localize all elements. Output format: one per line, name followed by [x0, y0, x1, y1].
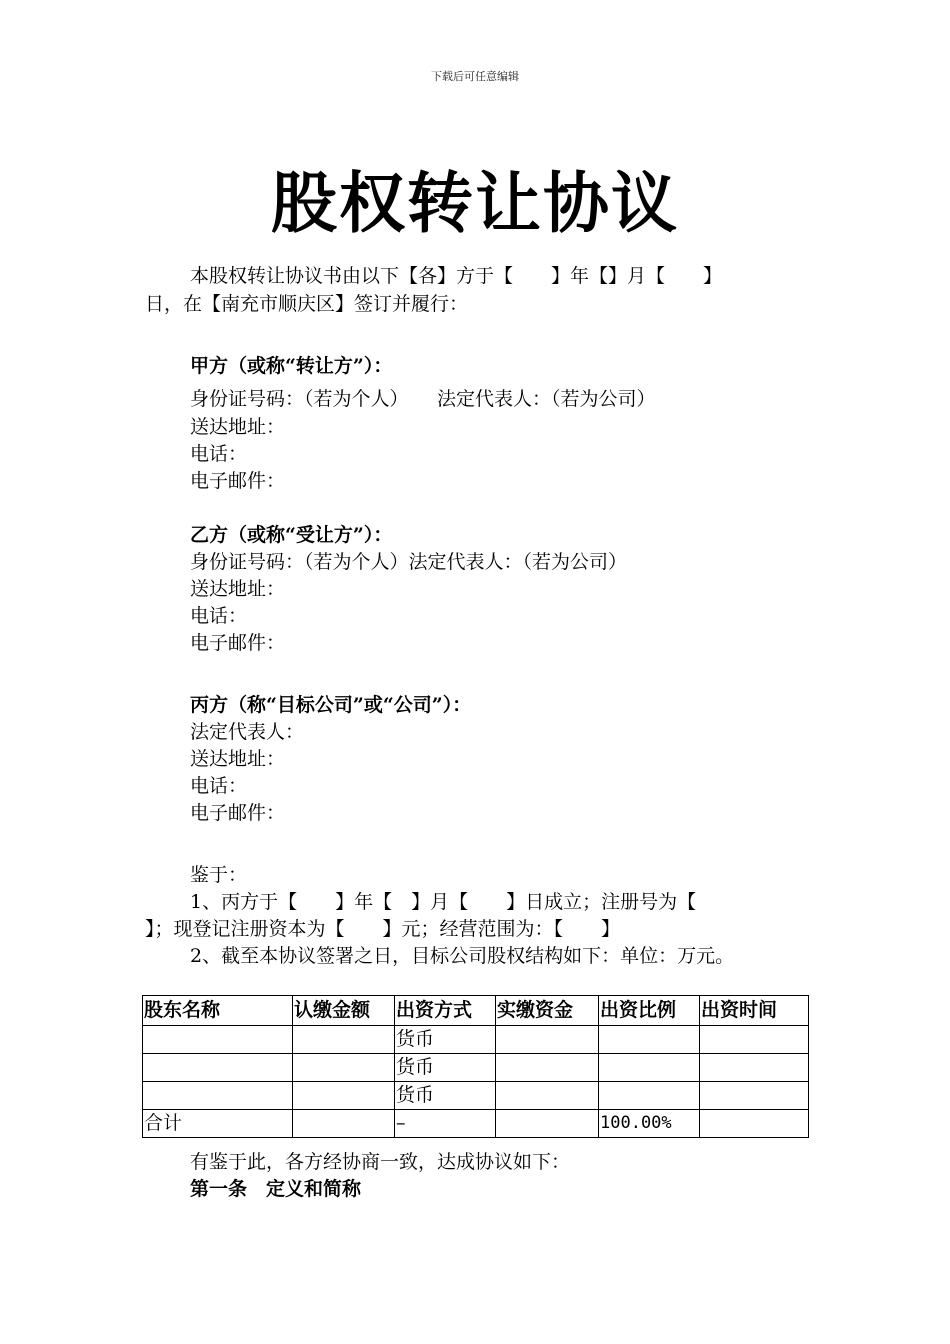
whereas-item-2: 2、截至本协议签署之日，目标公司股权结构如下：单位：万元。 — [190, 945, 735, 967]
party-b-address: 送达地址： — [190, 578, 286, 600]
party-c-address: 送达地址： — [190, 748, 286, 770]
table-cell — [700, 1110, 809, 1138]
table-cell — [700, 1054, 809, 1082]
whereas-item-1-line-2: 】；现登记注册资本为【 】元；经营范围为：【 】 — [145, 918, 621, 940]
table-header-cell: 出资时间 — [700, 996, 809, 1026]
party-b-email: 电子邮件： — [190, 632, 286, 654]
table-cell — [496, 1082, 599, 1110]
table-cell: 货币 — [395, 1026, 496, 1054]
table-cell — [700, 1082, 809, 1110]
table-header-row — [143, 996, 809, 1026]
table-header-cell: 出资方式 — [395, 996, 496, 1026]
table-cell: 合计 — [143, 1110, 293, 1138]
table-row — [143, 1054, 809, 1082]
intro-line-1: 本股权转让协议书由以下【各】方于【 】年【】月【 】 — [190, 265, 723, 287]
table-row — [143, 1082, 809, 1110]
table-total-row — [143, 1110, 809, 1138]
table-cell — [496, 1054, 599, 1082]
table-cell — [700, 1026, 809, 1054]
table-cell — [599, 1054, 700, 1082]
table-cell: 100.00% — [599, 1110, 700, 1138]
party-a-address: 送达地址： — [190, 416, 286, 438]
table-cell — [496, 1026, 599, 1054]
table-header-cell: 出资比例 — [599, 996, 700, 1026]
intro-line-2: 日，在【南充市顺庆区】签订并履行： — [145, 293, 469, 315]
closing-statement: 有鉴于此，各方经协商一致，达成协议如下： — [190, 1151, 571, 1173]
party-c-legal-rep: 法定代表人： — [190, 721, 305, 743]
party-a-email: 电子邮件： — [190, 470, 286, 492]
table-row — [143, 1026, 809, 1054]
equity-structure-table — [142, 995, 809, 1138]
party-c-email: 电子邮件： — [190, 802, 286, 824]
table-cell — [599, 1082, 700, 1110]
table-cell — [599, 1026, 700, 1054]
party-b-heading: 乙方（或称“受让方”）： — [190, 524, 393, 546]
table-cell — [293, 1082, 395, 1110]
table-cell — [143, 1082, 293, 1110]
table-cell — [143, 1026, 293, 1054]
table-cell — [293, 1110, 395, 1138]
table-cell: 货币 — [395, 1082, 496, 1110]
table-header-cell: 认缴金额 — [293, 996, 395, 1026]
document-title: 股权转让协议 — [271, 165, 679, 242]
party-c-heading: 丙方（称“目标公司”或“公司”）： — [190, 694, 472, 716]
table-cell — [293, 1054, 395, 1082]
party-a-phone: 电话： — [190, 443, 248, 465]
article-1-heading: 第一条 定义和简称 — [190, 1178, 362, 1200]
table-cell — [293, 1026, 395, 1054]
party-b-id-line: 身份证号码：（若为个人）法定代表人：（若为公司） — [190, 551, 628, 573]
table-cell: 货币 — [395, 1054, 496, 1082]
header-note: 下载后可任意编辑 — [431, 70, 519, 83]
party-c-phone: 电话： — [190, 775, 248, 797]
table-header-cell: 股东名称 — [143, 996, 293, 1026]
whereas-item-1-line-1: 1、丙方于【 】年【 】月【 】日成立；注册号为【 — [190, 891, 697, 913]
table-cell — [143, 1054, 293, 1082]
table-header-cell: 实缴资金 — [496, 996, 599, 1026]
party-b-phone: 电话： — [190, 605, 248, 627]
table-cell: – — [395, 1110, 496, 1138]
party-a-id-line: 身份证号码：（若为个人） 法定代表人：（若为公司） — [190, 388, 656, 410]
party-a-heading: 甲方（或称“转让方”）： — [190, 355, 393, 377]
whereas-label: 鉴于： — [190, 864, 248, 886]
table-cell — [496, 1110, 599, 1138]
